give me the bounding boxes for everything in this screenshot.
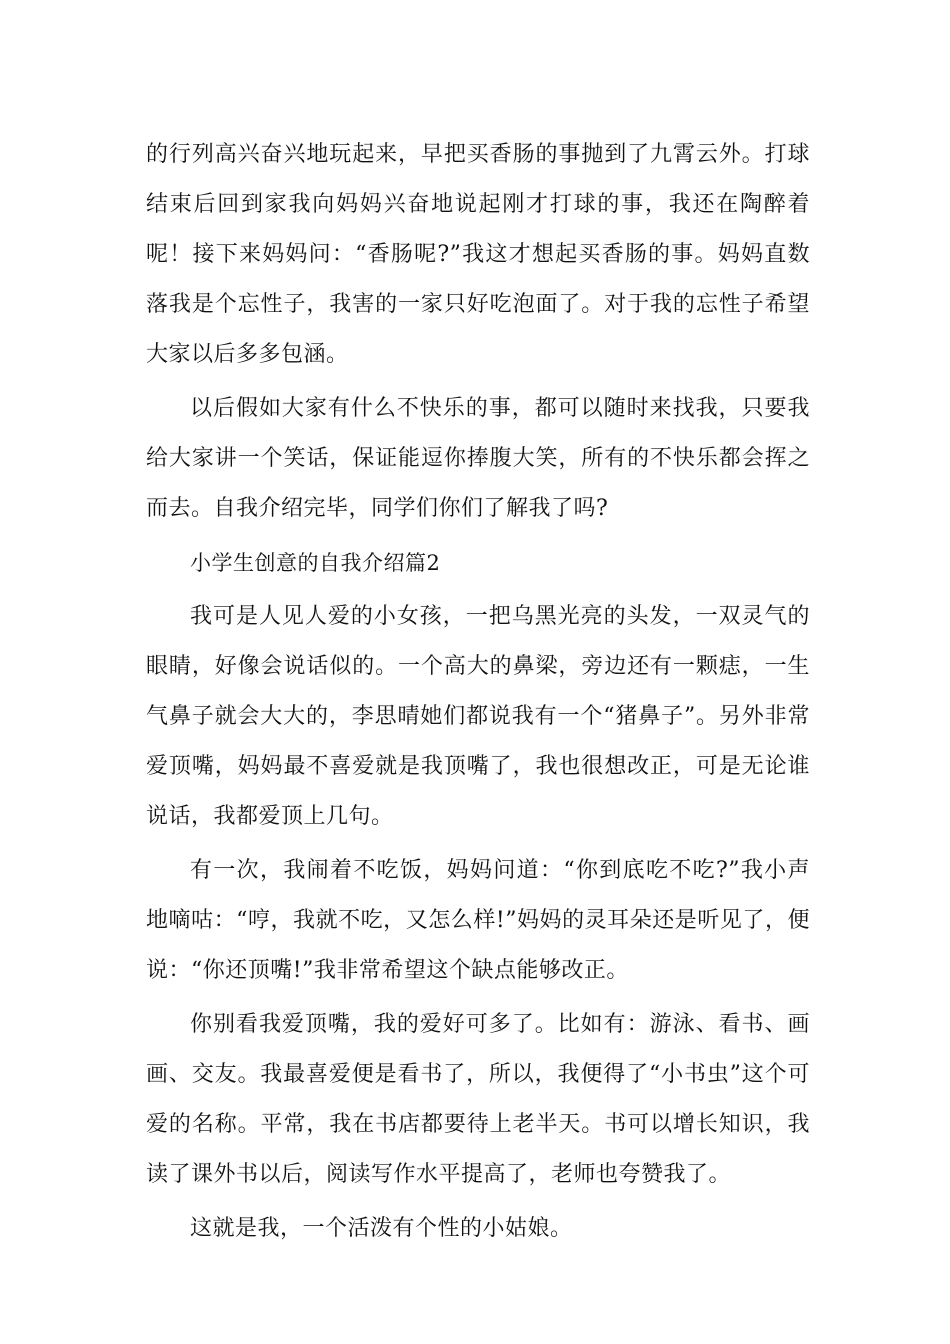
- paragraph: 我可是人见人爱的小女孩，一把乌黑光亮的头发，一双灵气的眼睛，好像会说话似的。一个高大的鼻梁，旁边还有一颗痣，一生气鼻子就会大大的，李思晴她们都说我有一个“猪鼻子”。另外非常爱顶嘴，妈妈最不喜爱就是我顶嘴了，我也很想改正，可是无论谁说话，我都爱顶上几句。: [146, 604, 810, 829]
- paragraph-closing: 这就是我，一个活泼有个性的小姑娘。: [190, 1216, 573, 1241]
- document-body: [146, 130, 810, 1258]
- section-heading: 小学生创意的自我介绍篇2: [190, 551, 441, 575]
- paragraph-continuation: 的行列高兴奋兴地玩起来，早把买香肠的事抛到了九霄云外。打球结束后回到家我向妈妈兴奋地说起刚才打球的事，我还在陶醉着呢！接下来妈妈问：“香肠呢?”我这才想起买香肠的事。妈妈直数落我是个忘性子，我害的一家只好吃泡面了。对于我的忘性子希望大家以后多多包涵。: [146, 142, 810, 367]
- paragraph: 你别看我爱顶嘴，我的爱好可多了。比如有：游泳、看书、画画、交友。我最喜爱便是看书了，所以，我便得了“小书虫”这个可爱的名称。平常，我在书店都要待上老半天。书可以增长知识，我读了课外书以后，阅读写作水平提高了，老师也夸赞我了。: [146, 1012, 810, 1187]
- paragraph: 有一次，我闹着不吃饭，妈妈问道：“你到底吃不吃?”我小声地嘀咕：“哼，我就不吃，又怎么样!”妈妈的灵耳朵还是听见了，便说：“你还顶嘴!”我非常希望这个缺点能够改正。: [146, 858, 810, 983]
- paragraph: 以后假如大家有什么不快乐的事，都可以随时来找我，只要我给大家讲一个笑话，保证能逗你捧腹大笑，所有的不快乐都会挥之而去。自我介绍完毕，同学们你们了解我了吗?: [146, 396, 810, 521]
